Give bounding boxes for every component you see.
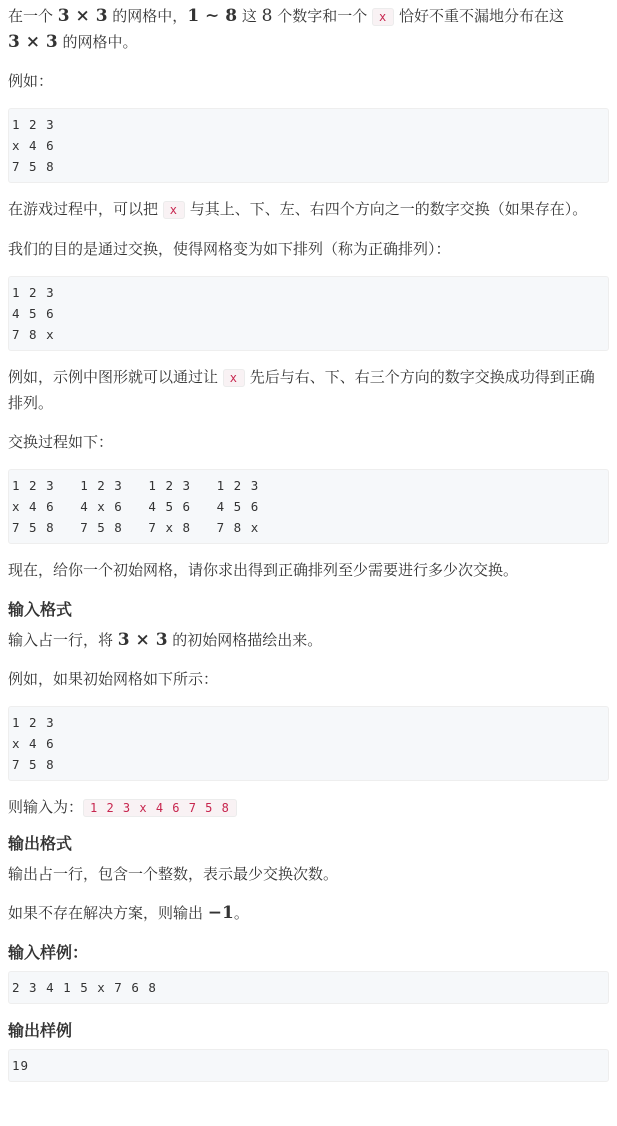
move-text-1: 在游戏过程中，可以把 bbox=[8, 200, 163, 218]
math-grid-size-3: 3 × 3 bbox=[117, 630, 168, 650]
example2-text-1: 例如，示例中图形就可以通过让 bbox=[8, 368, 223, 386]
process-label: 交换过程如下： bbox=[8, 433, 114, 451]
intro-text-6: 的网格中。 bbox=[57, 33, 138, 51]
math-range: 1 ∼ 8 bbox=[187, 6, 238, 26]
code-block-input-example: 1 2 3 x 4 6 7 5 8 bbox=[8, 706, 609, 781]
inline-code-x: x bbox=[223, 369, 245, 387]
output-text-2: 。 bbox=[233, 904, 249, 922]
code-block-sample-output: 19 bbox=[8, 1049, 609, 1082]
output-format-line2 bbox=[8, 901, 609, 926]
math-minus-one: −1 bbox=[207, 903, 234, 923]
output-format-heading: 输出格式 bbox=[8, 834, 73, 853]
code-block-sample-input: 2 3 4 1 5 x 7 6 8 bbox=[8, 971, 609, 1004]
output-text-1: 如果不存在解决方案，则输出 bbox=[8, 904, 208, 922]
intro-text-1: 在一个 bbox=[8, 7, 58, 25]
then-text: 则输入为： bbox=[8, 798, 84, 816]
intro-paragraph bbox=[8, 4, 609, 55]
intro-text-3: 这 bbox=[237, 7, 262, 25]
goal-paragraph: 我们的目的是通过交换，使得网格变为如下排列（称为正确排列）： bbox=[8, 240, 451, 258]
example-label: 例如： bbox=[8, 72, 54, 90]
move-paragraph bbox=[8, 197, 609, 223]
input-example-text: 例如，如果初始网格如下所示： bbox=[8, 670, 219, 688]
math-grid-size-2: 3 × 3 bbox=[8, 32, 58, 52]
move-text-2: 与其上、下、左、右四个方向之一的数字交换（如果存在）。 bbox=[185, 200, 588, 218]
intro-text-5: 恰好不重不漏地分布在这 bbox=[394, 7, 564, 25]
output-format-line1: 输出占一行，包含一个整数，表示最少交换次数。 bbox=[8, 865, 339, 883]
example2-text-2: 先后与右、下、右三个方向的数字交换成功得到正确排列。 bbox=[8, 368, 595, 412]
input-format-paragraph bbox=[8, 628, 609, 653]
example2-paragraph bbox=[8, 365, 609, 416]
inline-code-x: x bbox=[163, 201, 185, 219]
sample-input-heading: 输入样例： bbox=[8, 943, 89, 962]
intro-text-4: 个数字和一个 bbox=[272, 7, 372, 25]
inline-code-x: x bbox=[372, 8, 394, 26]
code-block-target-grid: 1 2 3 4 5 6 7 8 x bbox=[8, 276, 609, 351]
code-block-initial-grid: 1 2 3 x 4 6 7 5 8 bbox=[8, 108, 609, 183]
inline-code-input: 1 2 3 x 4 6 7 5 8 bbox=[83, 799, 237, 817]
intro-text-2: 的网格中， bbox=[107, 7, 188, 25]
input-format-heading: 输入格式 bbox=[8, 600, 73, 619]
code-block-process: 1 2 3 1 2 3 1 2 3 1 2 3 x 4 6 4 x 6 4 5 6 4 5 6 7 5 8 7 5 8 7 x 8 7 8 x bbox=[8, 469, 609, 544]
sample-output-heading: 输出样例 bbox=[8, 1021, 73, 1040]
input-format-text-1: 输入占一行，将 bbox=[8, 631, 118, 649]
input-format-text-2: 的初始网格描绘出来。 bbox=[167, 631, 323, 649]
math-eight: 8 bbox=[261, 6, 273, 26]
then-input-paragraph bbox=[8, 795, 609, 821]
math-grid-size: 3 × 3 bbox=[57, 6, 108, 26]
task-paragraph: 现在，给你一个初始网格，请你求出得到正确排列至少需要进行多少次交换。 bbox=[8, 561, 519, 579]
